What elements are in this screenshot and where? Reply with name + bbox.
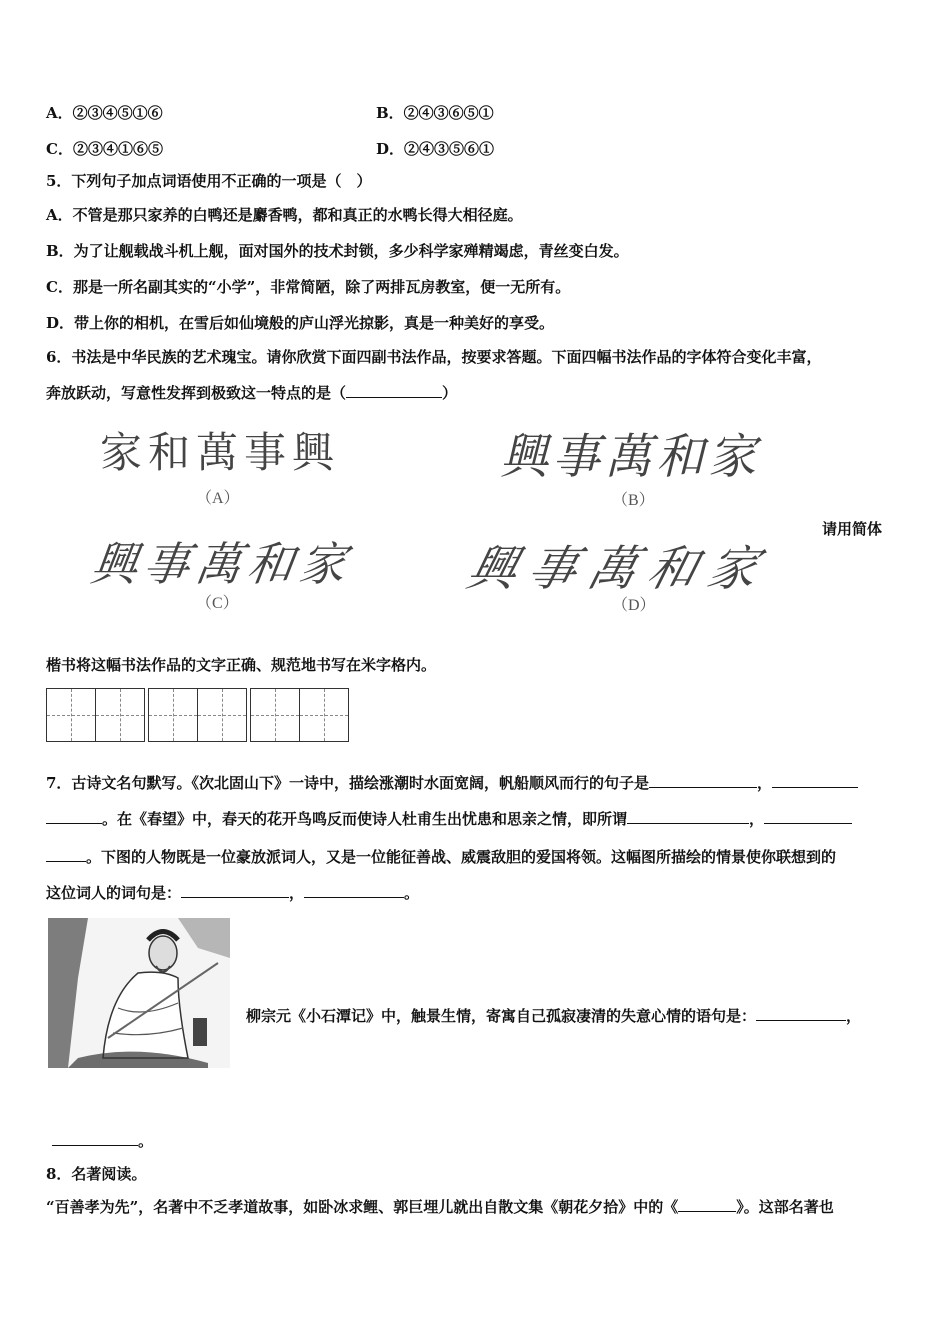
- q8-text: “百善孝为先”，名著中不乏孝道故事，如卧冰求鲤、郭巨埋儿就出自散文集《朝花夕拾》中的《: [46, 1198, 679, 1216]
- q7-period: 。: [138, 1132, 154, 1150]
- q7-blank-3[interactable]: [627, 809, 749, 824]
- calligraphy-c: 興事萬和家: [87, 537, 356, 591]
- calligraphy-caption-d: （D）: [612, 597, 656, 614]
- grid-cell[interactable]: [299, 688, 349, 742]
- q6-stem-line2: [46, 383, 457, 403]
- q7-line2: [46, 809, 852, 829]
- q7-line1: [46, 773, 858, 793]
- q7-line4: [46, 883, 419, 903]
- poet-portrait-image: [48, 918, 230, 1068]
- q7-comma: ，: [749, 810, 765, 828]
- q7-text: 。在《春望》中，春天的花开鸟鸣反而使诗人杜甫生出忧患和思亲之情，即所谓: [102, 810, 628, 828]
- grid-cell[interactable]: [250, 688, 300, 742]
- calligraphy-caption-b: （B）: [612, 492, 655, 509]
- q7-blank-2[interactable]: [772, 773, 858, 788]
- q4-option-a: A．②③④⑤①⑥: [46, 104, 163, 122]
- q7-line5: [52, 1131, 153, 1151]
- q7-blank-4b[interactable]: [46, 847, 86, 862]
- q7-comma: ，: [289, 884, 305, 902]
- q7-blank-8[interactable]: [52, 1131, 138, 1146]
- q8-text-end: 》。这部名著也: [736, 1198, 834, 1216]
- q8-title: 8．名著阅读。: [46, 1165, 147, 1183]
- q5-option-d: D．带上你的相机，在雪后如仙境般的庐山浮光掠影，真是一种美好的享受。: [46, 314, 555, 332]
- calligraphy-caption-a: （A）: [196, 490, 240, 507]
- q8-line1: [46, 1197, 834, 1217]
- q5-option-b: B．为了让舰载战斗机上舰，面对国外的技术封锁，多少科学家殚精竭虑，青丝变白发。: [46, 242, 629, 260]
- q6-side-text: 请用简体: [822, 520, 883, 538]
- q7-comma: ，: [756, 774, 772, 792]
- q7-line3: [46, 847, 836, 867]
- calligraphy-d: 興事萬和家: [461, 541, 776, 597]
- q6-instruction: 楷书将这幅书法作品的文字正确、规范地书写在米字格内。: [46, 656, 437, 674]
- q6-stem-close: ）: [442, 384, 458, 402]
- q7-text: 这位词人的词句是：: [46, 884, 182, 902]
- q6-answer-blank[interactable]: [346, 383, 442, 398]
- q7-blank-5[interactable]: [181, 883, 289, 898]
- grid-cell[interactable]: [197, 688, 247, 742]
- calligraphy-b: 興事萬和家: [500, 429, 761, 485]
- q7-blank-7[interactable]: [756, 1006, 846, 1021]
- q7-blank-1[interactable]: [649, 773, 757, 788]
- writing-grid[interactable]: [46, 688, 348, 742]
- q5-stem: 5．下列句子加点词语使用不正确的一项是（ ）: [46, 172, 372, 190]
- q4-option-d: D．②④③⑤⑥①: [376, 140, 495, 158]
- q5-option-c: C．那是一所名副其实的“小学”，非常简陋，除了两排瓦房教室，便一无所有。: [46, 278, 571, 296]
- grid-cell[interactable]: [148, 688, 198, 742]
- q7-text: 。下图的人物既是一位豪放派词人，又是一位能征善战、威震敌胆的爱国将领。这幅图所描绘的情景使你联想到的: [86, 848, 837, 866]
- q7-side-text: 柳宗元《小石潭记》中，触景生情，寄寓自己孤寂凄清的失意心情的语句是：: [246, 1007, 757, 1025]
- q7-blank-2b[interactable]: [46, 809, 102, 824]
- q6-stem-line1: 6．书法是中华民族的艺术瑰宝。请你欣赏下面四副书法作品，按要求答题。下面四幅书法作品的字体符合变化丰富，: [46, 348, 822, 366]
- q4-option-b: B．②④③⑥⑤①: [376, 104, 494, 122]
- q5-option-a: A．不管是那只家养的白鸭还是麝香鸭，都和真正的水鸭长得大相径庭。: [46, 206, 523, 224]
- q7-text: 7．古诗文名句默写。《次北固山下》一诗中，描绘涨潮时水面宽阔，帆船顺风而行的句子是: [46, 774, 649, 792]
- q7-blank-4[interactable]: [764, 809, 852, 824]
- q7-blank-6[interactable]: [304, 883, 404, 898]
- calligraphy-caption-c: （C）: [196, 595, 239, 612]
- grid-cell[interactable]: [95, 688, 145, 742]
- q4-option-c: C．②③④①⑥⑤: [46, 140, 163, 158]
- calligraphy-a: 家和萬事興: [100, 428, 341, 477]
- q7-period: 。: [404, 884, 420, 902]
- grid-cell[interactable]: [46, 688, 96, 742]
- q8-blank[interactable]: [678, 1197, 736, 1212]
- q6-stem-text: 奔放跃动，写意性发挥到极致这一特点的是（: [46, 384, 347, 402]
- q7-comma: ，: [846, 1007, 862, 1025]
- q7-side-line: [246, 1006, 861, 1026]
